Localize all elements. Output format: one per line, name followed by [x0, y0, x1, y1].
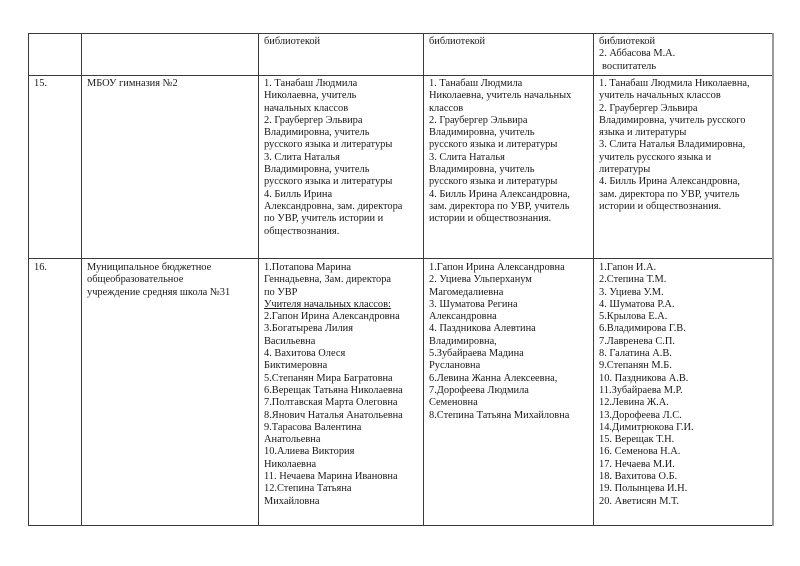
cell-text: Владимировна, учитель	[429, 164, 535, 176]
cell-text: 3. Слита Наталья Владимировна,	[599, 139, 746, 151]
cell-text: Биктимеровна	[264, 360, 328, 372]
cell-text: общеобразовательное	[87, 274, 184, 286]
cell-text: 9.Степанян М.Б.	[599, 360, 672, 372]
cell-text: 17. Нечаева М.И.	[599, 458, 675, 470]
cell-col3	[259, 76, 424, 259]
cell-text: литературы	[599, 164, 651, 176]
cell-col5	[594, 34, 773, 76]
cell-text: 20. Аветисян М.Т.	[599, 495, 679, 507]
cell-text: русского языка и литературы	[429, 176, 558, 188]
cell-text: 6.Левина Жанна Алексеевна,	[429, 372, 558, 384]
cell-text: Магомедалиевна	[429, 286, 504, 298]
cell-text: 8.Янович Наталья Анатольевна	[264, 409, 403, 421]
cell-text: 10.Алиева Виктория	[264, 446, 355, 458]
cell-text: 16. Семенова Н.А.	[599, 446, 681, 458]
cell-text: учитель начальных классов	[599, 90, 721, 102]
cell-text: 7.Лавренева С.П.	[599, 335, 675, 347]
cell-text: 15. Верещак Т.Н.	[599, 434, 675, 446]
cell-text: 3.Богатырева Лилия	[264, 323, 353, 335]
cell-text: библиотекой	[264, 36, 321, 47]
cell-text: истории и обществознания.	[599, 200, 722, 212]
cell-text: 9.Тарасова Валентина	[264, 421, 362, 433]
cell-text: 7.Дорофеева Людмила	[429, 384, 529, 396]
cell-text: Николаевна, учитель	[264, 90, 357, 102]
cell-text: 1.Гапон И.А.	[599, 262, 657, 273]
cell-text: 3. Слита Наталья	[264, 151, 340, 163]
cell-text: Владимировна, учитель русского	[599, 114, 746, 126]
cell-text: 5.Зубайраева Мадина	[429, 348, 524, 360]
cell-text: библиотекой	[599, 36, 656, 47]
cell-text: русского языка и литературы	[264, 139, 393, 151]
cell-text: 11.Зубайраева М.Р.	[599, 384, 683, 396]
cell-text: 10. Паздникова А.В.	[599, 372, 689, 384]
cell-text: языка и литературы	[599, 127, 687, 139]
cell-col3	[259, 34, 424, 76]
cell-text: 4. Билль Ирина Александровна,	[429, 188, 571, 200]
cell-text: 1. Танабаш Людмила Николаевна,	[599, 78, 750, 89]
cell-text: библиотекой	[429, 36, 486, 47]
cell-text: 2.Гапон Ирина Александровна	[264, 311, 400, 323]
cell-col5	[594, 76, 773, 259]
cell-text: зам. директора по УВР, учитель	[599, 188, 740, 200]
cell-text: 18. Вахитова О.Б.	[599, 471, 678, 483]
cell-text: Михайловна	[264, 495, 320, 507]
cell-num	[29, 34, 82, 76]
cell-text: 13.Дорофеева Л.С.	[599, 409, 682, 421]
table-row-15	[29, 76, 773, 259]
cell-text: зам. директора по УВР, учитель	[429, 200, 570, 212]
cell-text: 12.Левина Ж.А.	[599, 397, 669, 409]
cell-text: Анатольевна	[264, 434, 321, 446]
cell-col3	[259, 259, 424, 526]
cell-text: Руслановна	[429, 360, 481, 372]
cell-text: 3. Шуматова Регина	[429, 298, 518, 310]
cell-text: 5.Крылова Е.А.	[599, 311, 668, 323]
cell-school	[82, 259, 259, 526]
cell-text: 3. Уциева У.М.	[599, 286, 664, 298]
cell-text: Александровна, зам. директора	[264, 200, 403, 212]
cell-text: обществознания.	[264, 225, 340, 237]
cell-text: 4. Билль Ирина	[264, 188, 333, 200]
cell-text: учитель русского языка и	[599, 151, 712, 163]
table-row-16	[29, 259, 773, 526]
cell-text: истории и обществознания.	[429, 213, 552, 225]
cell-text: 6.Верещак Татьяна Николаевна	[264, 384, 403, 396]
cell-text: 4. Паздникова Алевтина	[429, 323, 536, 335]
cell-text: 4. Вахитова Олеся	[264, 348, 346, 360]
cell-text: 4. Шуматова Р.А.	[599, 298, 675, 310]
cell-num: 15.	[29, 76, 82, 259]
cell-text: 8. Галатина А.В.	[599, 348, 672, 360]
cell-text: 4. Билль Ирина Александровна,	[599, 176, 741, 188]
table-row-continued	[29, 34, 773, 76]
cell-col4	[424, 259, 594, 526]
cell-text: 2.Степина Т.М.	[599, 274, 667, 286]
cell-text: 2. Граубергер Эльвира	[599, 102, 698, 114]
cell-text: 1.Гапон Ирина Александровна	[429, 262, 565, 273]
cell-school: МБОУ гимназия №2	[82, 76, 259, 259]
cell-text: Владимировна, учитель	[264, 127, 370, 139]
cell-text: 12.Степина Татьяна	[264, 483, 352, 495]
cell-num: 16.	[29, 259, 82, 526]
cell-text: русского языка и литературы	[429, 139, 558, 151]
cell-text: 2. Аббасова М.А.	[599, 48, 676, 60]
cell-text: Семеновна	[429, 397, 478, 409]
cell-text: учреждение средняя школа №31	[87, 286, 231, 298]
cell-text: 14.Димитрюкова Г.И.	[599, 421, 694, 433]
cell-text: по УВР	[264, 286, 298, 298]
cell-text: Николаевна, учитель начальных	[429, 90, 572, 102]
cell-col5	[594, 259, 773, 526]
cell-text: классов	[429, 102, 464, 114]
cell-text: 2. Уциева Ульперханум	[429, 274, 532, 286]
cell-text: 19. Полынцева И.Н.	[599, 483, 688, 495]
cell-text: 5.Степанян Мира Багратовна	[264, 372, 393, 384]
cell-col4	[424, 34, 594, 76]
cell-text: воспитатель	[602, 60, 657, 72]
cell-text: по УВР, учитель истории и	[264, 213, 384, 225]
cell-text: 8.Степина Татьяна Михайловна	[429, 409, 570, 421]
cell-text: Муниципальное бюджетное	[87, 262, 212, 273]
cell-text: Васильевна	[264, 335, 316, 347]
subheading: Учителя начальных классов:	[264, 298, 391, 310]
participants-table	[28, 33, 774, 526]
cell-text: 6.Владимирова Г.В.	[599, 323, 686, 335]
cell-text: Александровна	[429, 311, 497, 323]
cell-head-lines	[264, 262, 418, 299]
cell-lines	[264, 311, 418, 508]
cell-text: 2. Граубергер Эльвира	[264, 114, 363, 126]
cell-text: Николаевна	[264, 458, 317, 470]
cell-text: Геннадьевна, Зам. директора	[264, 274, 392, 286]
cell-school	[82, 34, 259, 76]
cell-text: 1.Потапова Марина	[264, 262, 352, 273]
cell-text: 7.Полтавская Марта Олеговна	[264, 397, 398, 409]
cell-text: 3. Слита Наталья	[429, 151, 505, 163]
cell-text: 11. Нечаева Марина Ивановна	[264, 471, 398, 483]
cell-text: Владимировна, учитель	[429, 127, 535, 139]
cell-text: начальных классов	[264, 102, 349, 114]
cell-text: 1. Танабаш Людмила	[264, 78, 358, 89]
cell-text: 1. Танабаш Людмила	[429, 78, 523, 89]
cell-text: 2. Граубергер Эльвира	[429, 114, 528, 126]
cell-text: Владимировна,	[429, 335, 497, 347]
cell-text: Владимировна, учитель	[264, 164, 370, 176]
cell-col4	[424, 76, 594, 259]
cell-text: русского языка и литературы	[264, 176, 393, 188]
